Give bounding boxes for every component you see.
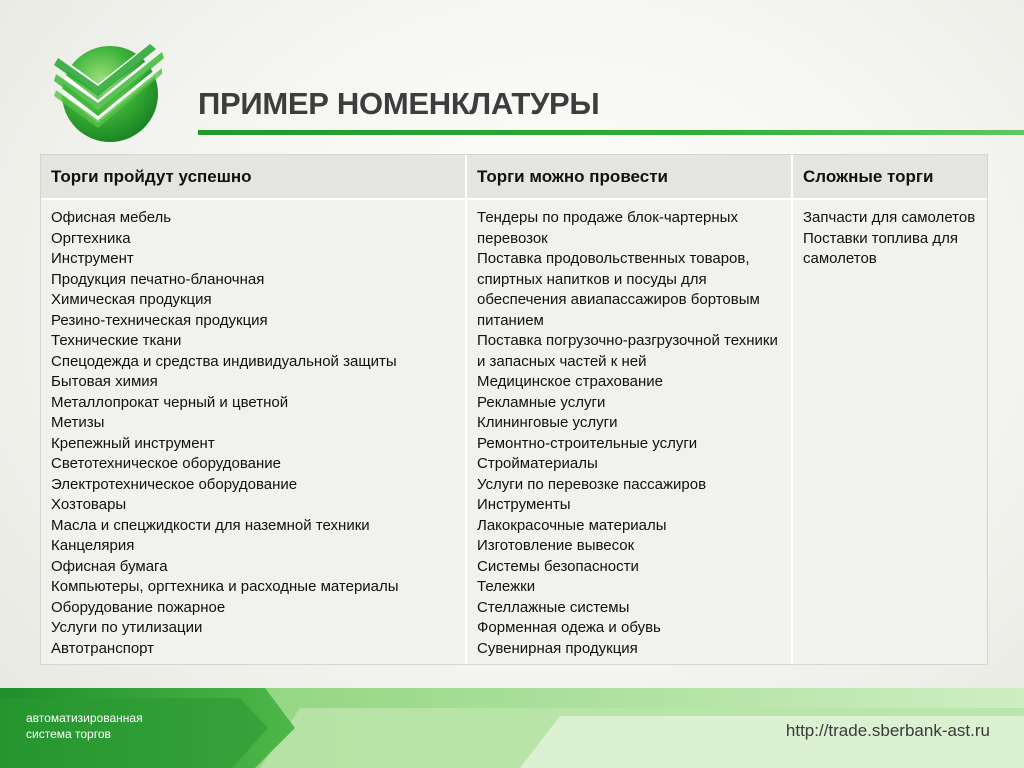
footer-url-link[interactable]: http://trade.sberbank-ast.ru bbox=[785, 721, 990, 740]
column-possible-cell bbox=[466, 199, 792, 664]
list-item: Автотранспорт bbox=[51, 639, 155, 657]
list-item: Офисная мебель bbox=[51, 209, 172, 226]
footer-caption bbox=[26, 710, 143, 742]
sberbank-logo-icon bbox=[52, 38, 164, 142]
list-item: Компьютеры, оргтехника и расходные материалы bbox=[51, 578, 399, 595]
list-item: Рекламные услуги bbox=[477, 393, 606, 411]
list-item: Тендеры по продаже блок-чартерных перевозок bbox=[477, 209, 738, 247]
list-item: Оборудование пожарное bbox=[51, 598, 226, 616]
footer-caption-line2: система торгов bbox=[26, 727, 111, 741]
list-item: Сувенирная продукция bbox=[477, 639, 638, 657]
list-item: Поставки топлива для самолетов bbox=[803, 229, 958, 267]
list-item: Канцелярия bbox=[51, 537, 135, 554]
list-item: Масла и спецжидкости для наземной техники bbox=[51, 516, 370, 534]
list-item: Медицинское страхование bbox=[477, 373, 664, 390]
table-header-row bbox=[41, 155, 987, 199]
list-item: Спецодежда и средства индивидуальной защиты bbox=[51, 352, 397, 370]
list-item: Продукция печатно-бланочная bbox=[51, 270, 265, 288]
list-item: Химическая продукция bbox=[51, 291, 212, 308]
list-item: Услуги по перевозке пассажиров bbox=[477, 475, 707, 493]
column-header-possible: Торги можно провести bbox=[466, 155, 792, 199]
list-item: Метизы bbox=[51, 414, 105, 431]
column-success-cell bbox=[41, 199, 466, 664]
list-item: Бытовая химия bbox=[51, 373, 158, 390]
list-item: Тележки bbox=[477, 578, 536, 595]
list-item: Клининговые услуги bbox=[477, 414, 618, 431]
list-item: Резино-техническая продукция bbox=[51, 311, 268, 329]
list-item: Системы безопасности bbox=[477, 557, 639, 575]
list-item: Инструмент bbox=[51, 250, 134, 267]
list-item: Электротехническое оборудование bbox=[51, 475, 298, 493]
list-item: Ремонтно-строительные услуги bbox=[477, 434, 698, 452]
list-item: Лакокрасочные материалы bbox=[477, 516, 667, 534]
column-header-success: Торги пройдут успешно bbox=[41, 155, 466, 199]
nomenclature-table bbox=[40, 154, 988, 665]
list-item: Хозтовары bbox=[51, 496, 127, 513]
list-item: Светотехническое оборудование bbox=[51, 455, 282, 472]
list-item: Изготовление вывесок bbox=[477, 537, 635, 554]
list-item: Запчасти для самолетов bbox=[803, 209, 976, 226]
page-title: ПРИМЕР НОМЕНКЛАТУРЫ bbox=[198, 86, 600, 121]
column-header-complex: Сложные торги bbox=[792, 155, 987, 199]
column-complex-cell bbox=[792, 199, 987, 664]
footer-caption-line1: автоматизированная bbox=[26, 711, 143, 725]
list-item: Инструменты bbox=[477, 496, 571, 513]
list-item: Форменная одежа и обувь bbox=[477, 619, 661, 636]
list-item: Стеллажные системы bbox=[477, 598, 630, 616]
list-item: Технические ткани bbox=[51, 332, 182, 349]
list-item: Стройматериалы bbox=[477, 455, 598, 472]
list-item: Поставка погрузочно-разгрузочной техники и запасных частей к ней bbox=[477, 332, 778, 370]
list-item: Поставка продовольственных товаров, спиртных напитков и посуды для обеспечения авиапассажиров бортовым питанием bbox=[477, 250, 760, 329]
title-underline bbox=[198, 130, 1024, 135]
list-item: Оргтехника bbox=[51, 229, 131, 247]
list-item: Крепежный инструмент bbox=[51, 434, 215, 452]
list-item: Офисная бумага bbox=[51, 557, 168, 575]
list-item: Услуги по утилизации bbox=[51, 619, 203, 636]
table-row bbox=[41, 199, 987, 664]
list-item: Металлопрокат черный и цветной bbox=[51, 393, 289, 411]
